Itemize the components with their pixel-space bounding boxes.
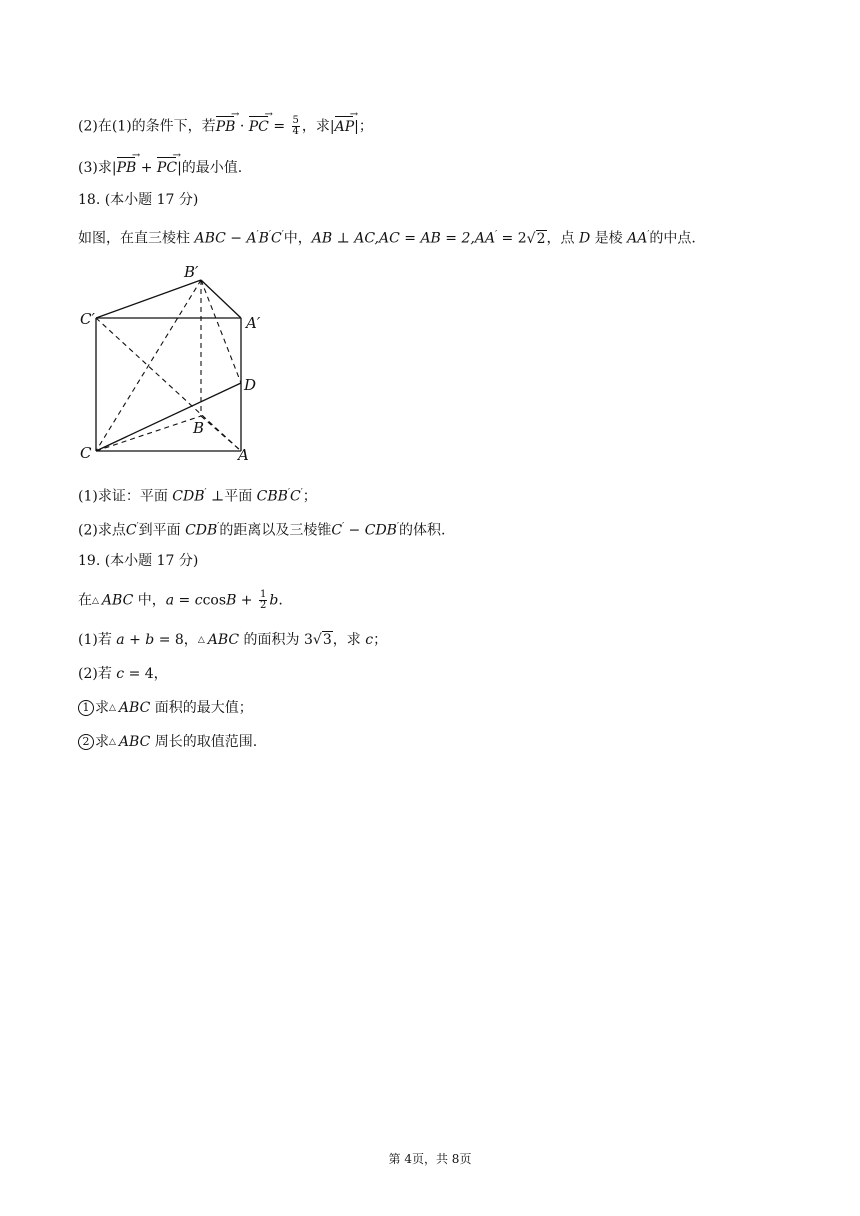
math: C xyxy=(331,522,343,539)
text: ； xyxy=(373,632,388,648)
text: 中， xyxy=(133,592,166,609)
text: + xyxy=(124,632,146,648)
vector-ap: AP → xyxy=(335,117,355,137)
denominator: 4 xyxy=(292,126,299,137)
math: B xyxy=(258,230,269,247)
dashed-bp-d xyxy=(201,280,241,383)
label-b: B xyxy=(193,419,205,437)
q19-sub1 xyxy=(78,698,253,718)
math: AB ⊥ AC,AC = AB = 2,AA xyxy=(311,230,496,247)
vector-pc: PC → xyxy=(157,158,177,178)
vector-pc: PC → xyxy=(249,117,269,137)
q18-part2: (2)求点C′到平面 CDB′的距离以及三棱锥C′ − CDB′的体积. xyxy=(78,522,446,539)
triangle-icon: △ xyxy=(109,703,116,713)
text: ⊥平面 xyxy=(206,488,257,505)
label-c: C xyxy=(80,444,92,462)
text: 在(1)的条件下，若 xyxy=(97,118,216,135)
text: 在 xyxy=(78,592,92,609)
text: 若 xyxy=(97,632,117,648)
q19-header: 19. (本小题 17 分) xyxy=(78,553,199,569)
label-a: A xyxy=(238,446,249,464)
text: 到平面 xyxy=(138,522,186,539)
part-label: (2) xyxy=(78,666,98,682)
q19-part2 xyxy=(78,664,168,684)
text: − xyxy=(344,522,365,539)
math: a xyxy=(165,592,175,609)
text: ； xyxy=(302,488,317,505)
triangle-icon: △ xyxy=(92,595,99,606)
text: + xyxy=(236,592,257,609)
part-label: (1) xyxy=(78,632,98,648)
text: |的最小值. xyxy=(177,160,243,176)
math: D xyxy=(578,230,591,247)
math: c xyxy=(194,592,203,609)
numerator: 5 xyxy=(292,115,299,126)
text: ，求| xyxy=(301,118,335,135)
math: ABC xyxy=(194,230,226,247)
vector-pb: PB → xyxy=(216,117,236,137)
text: ，点 xyxy=(546,230,579,247)
text: 的距离以及三棱锥 xyxy=(219,522,332,539)
circled-number: 1 xyxy=(78,700,94,716)
text: = xyxy=(268,118,290,135)
label-d: D xyxy=(244,376,257,394)
math: CBB xyxy=(256,488,288,505)
text: 如图，在直三棱柱 xyxy=(78,230,195,247)
text: 若 xyxy=(97,666,117,682)
dashed-b-a xyxy=(201,416,241,451)
triangle-icon: △ xyxy=(109,737,116,747)
math: b xyxy=(145,632,155,648)
sqrt-2: √2 xyxy=(526,230,546,247)
math: C xyxy=(125,522,137,539)
q18-stem: 如图，在直三棱柱 ABC − A′B′C′中，AB ⊥ AC,AC = AB = 2,AA′ = 2√2，点 D 是棱 AA′的中点. xyxy=(78,230,696,247)
text: |； xyxy=(354,118,373,135)
math: ABC xyxy=(101,592,134,609)
numerator: 1 xyxy=(260,589,267,600)
part-label: (2) xyxy=(78,118,98,135)
math: AA xyxy=(627,230,648,247)
radicand: 3 xyxy=(322,632,332,648)
fraction-1-2 xyxy=(259,590,267,611)
part-label: (2) xyxy=(78,522,98,539)
text: 求证：平面 xyxy=(97,488,173,505)
radicand: 2 xyxy=(536,230,546,247)
q17-part3 xyxy=(78,158,242,178)
dashed-c-b xyxy=(96,416,201,451)
edge-cp-bp xyxy=(96,280,201,318)
denominator: 2 xyxy=(260,600,267,611)
math: C xyxy=(270,230,282,247)
prism-figure xyxy=(74,258,274,468)
fraction-5-4 xyxy=(292,116,300,137)
math: b xyxy=(269,592,279,609)
label-cp: C′ xyxy=(80,310,95,328)
text: 周长的取值范围. xyxy=(150,734,258,750)
math: ABC xyxy=(118,700,151,716)
text: 求 xyxy=(95,700,109,716)
text: 的中点. xyxy=(649,230,696,247)
label-ap: A′ xyxy=(246,314,261,332)
q17-part2 xyxy=(78,116,373,137)
math: C xyxy=(290,488,301,505)
edge-bp-ap xyxy=(201,280,241,318)
text: 是棱 xyxy=(590,230,628,247)
math: ABC xyxy=(207,632,240,648)
text: = 8， xyxy=(154,632,198,648)
sqrt-3: √3 xyxy=(312,632,332,648)
part-label: (1) xyxy=(78,488,98,505)
text: = xyxy=(174,592,195,609)
circled-number: 2 xyxy=(78,734,94,750)
text: cos xyxy=(202,592,227,609)
math: A xyxy=(246,230,257,247)
text: 求点 xyxy=(97,522,126,539)
vector-pb: PB → xyxy=(117,158,137,178)
text: = 2 xyxy=(497,230,527,247)
math: a xyxy=(116,632,125,648)
label-bp: B′ xyxy=(184,263,199,281)
q18-header: 18. (本小题 17 分) xyxy=(78,192,199,208)
text: 面积的最大值； xyxy=(150,700,253,716)
triangle-icon: △ xyxy=(197,635,205,645)
math: c xyxy=(365,632,374,648)
segment-c-d xyxy=(96,383,241,451)
text: 求| xyxy=(97,160,117,176)
text: − xyxy=(225,230,247,247)
math: c xyxy=(116,666,125,682)
q18-part1: (1)求证：平面 CDB′ ⊥平面 CBB′C′； xyxy=(78,488,317,505)
q19-part1 xyxy=(78,630,387,650)
math: CDB xyxy=(364,522,397,539)
text: · xyxy=(235,118,249,135)
text: 的体积. xyxy=(399,522,446,539)
dashed-cp-a xyxy=(96,318,241,451)
part-label: (3) xyxy=(78,160,98,176)
math: B xyxy=(226,592,237,609)
page-footer: 第 4页，共 8页 xyxy=(388,1152,472,1166)
dashed-bp-c xyxy=(96,280,201,451)
math: ABC xyxy=(118,734,151,750)
text: 中， xyxy=(283,230,312,247)
text: = 4， xyxy=(124,666,168,682)
q19-stem xyxy=(78,590,283,611)
text: + xyxy=(136,160,157,176)
text: . xyxy=(278,592,283,609)
math: CDB xyxy=(172,488,205,505)
q19-sub2 xyxy=(78,732,257,752)
text: 的面积为 3 xyxy=(239,632,313,648)
text: ，求 xyxy=(332,632,366,648)
text: 求 xyxy=(95,734,109,750)
math: CDB xyxy=(185,522,218,539)
